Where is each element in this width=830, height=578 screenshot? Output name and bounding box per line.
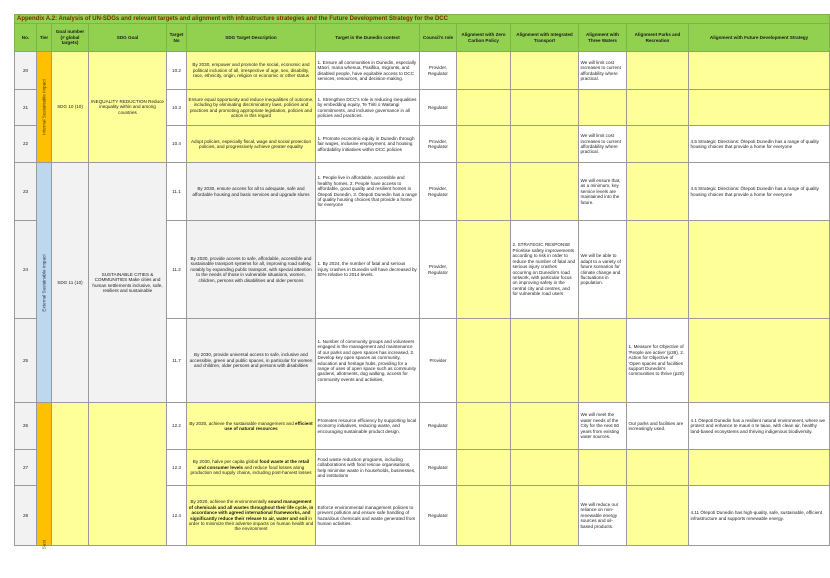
zero-carbon-cell: [457, 403, 511, 450]
header-no: No.: [15, 24, 37, 52]
three-waters-cell: We will limit cost increases to current affordability where practical.: [579, 52, 627, 90]
row-number: 26: [15, 403, 37, 450]
transport-cell: [511, 163, 579, 221]
header-future-development: Alignment with Future Development Strategy: [689, 24, 830, 52]
tier-internal: [37, 52, 52, 163]
dunedin-target: Enforce environmental management policies to prevent pollution and ensure safe handling of hazardous chemicals and waste generated from human activities.: [316, 486, 420, 546]
zero-carbon-cell: [457, 163, 511, 221]
parks-cell: Our parks and facilities are increasingly used.: [627, 403, 689, 450]
three-waters-cell: [579, 90, 627, 126]
header-integrated-transport: Alignment with Integrated Transport: [511, 24, 579, 52]
table-title: Appendix A.2: Analysis of UN-SDGs and relevant targets and alignment with infrastructure strategies and the Future Development Strategy for the DCC: [15, 15, 830, 24]
dunedin-target: 1. Promote economic equity in Dunedin through fair wages, inclusive employment, and housing affordability initiatives within DCC policies: [316, 126, 420, 163]
transport-cell: [511, 90, 579, 126]
fds-cell: 4.11 Ōtepoti Dunedin has high-quality, safe, sustainable, efficient infrastructure and supports renewable energy.: [689, 486, 830, 546]
parks-cell: [627, 52, 689, 90]
target-no: 10.3: [167, 90, 187, 126]
dunedin-target: 1. People live in affordable, accessible and healthy homes, 2. People have access to affordable, good quality and resilient homes in Ōtepoti Dunedin, 3. Ōtepoti Dunedin has a range of quality housing choices that provide a home for everyone: [316, 163, 420, 221]
goal-number-sdg11: SDG 11 (10): [52, 163, 89, 403]
zero-carbon-cell: [457, 126, 511, 163]
sdg-analysis-table: [14, 14, 830, 549]
goal-number-sdg10: SDG 10 (10): [52, 52, 89, 163]
three-waters-cell: We will limit cost increases to current affordability where practical.: [579, 126, 627, 163]
sdg-goal-10: INEQUALITY REDUCTION Reduce inequality within and among countries: [89, 52, 167, 163]
target-no: 10.2: [167, 52, 187, 90]
dunedin-target: 1. Strengthen DCC's role in reducing inequalities by embedding equity, Te Tiriti o Waitangi commitments, and inclusive governance in all policies and practices.: [316, 90, 420, 126]
target-description-text: By 2030, achieve the sustainable management and: [189, 420, 294, 426]
three-waters-cell: We will ensure that, as a minimum, key service levels are maintained into the future.: [579, 163, 627, 221]
fds-cell: [689, 90, 830, 126]
target-description: [187, 486, 316, 546]
row-number: 22: [15, 126, 37, 163]
goal-number-blank: [52, 403, 89, 546]
fds-cell: 4.1 Ōtepoti Dunedin has a resilient natural environment, where we protect and enhance te mauri o te taiao, with clean air, healthy land-based ecosystems and thriving indigenous biodiversity.: [689, 403, 830, 450]
zero-carbon-cell: [457, 52, 511, 90]
fds-cell: 4.5 Strategic Directions: Ōtepoti Dunedin has a range of quality housing choices that provide a home for everyone: [689, 126, 830, 163]
header-sdg-goal: SDG Goal: [89, 24, 167, 52]
zero-carbon-cell: [457, 90, 511, 126]
transport-cell: [511, 52, 579, 90]
target-no: 10.4: [167, 126, 187, 163]
dunedin-target: 1. Ensure all communities in Dunedin, especially Māori, mana whenua, Pasifika, migrants, and disabled people, have equitable access to DCC services, resources, and decision-making.: [316, 52, 420, 90]
parks-cell: [627, 221, 689, 319]
zero-carbon-cell: [457, 221, 511, 319]
target-description-bold: efficient use of natural resources: [224, 420, 313, 431]
header-council-role: Council's role: [420, 24, 457, 52]
row-number: 28: [15, 486, 37, 546]
fds-cell: [689, 319, 830, 403]
header-dunedin-target: Target in the Dunedin context: [316, 24, 420, 52]
transport-cell: [511, 486, 579, 546]
transport-cell: [511, 319, 579, 403]
council-role: Provider: [420, 319, 457, 403]
dunedin-target: 1. Number of community groups and volunteers engaged in the management and maintenance of our parks and open spaces has increased, 2. Develop key open spaces as community, education and heritage hubs, providing for a range of uses of open space such as community gardens, allotments, dog walking, access for community events and activities,: [316, 319, 420, 403]
fds-cell: 4.5 Strategic Directions: Ōtepoti Dunedin has a range of quality housing choices that provide a home for everyone: [689, 163, 830, 221]
row-number: 27: [15, 450, 37, 486]
header-parks-recreation: Alignment Parks and Recreation: [627, 24, 689, 52]
target-description-pre: By 2020, achieve the environmentally: [190, 499, 267, 505]
dunedin-target: 1. By 2024, the number of fatal and serious injury crashes in Dunedin will have decreased by 50% relative to 2014 levels.: [316, 221, 420, 319]
transport-cell: [511, 126, 579, 163]
council-role: Provider, Regulator: [420, 163, 457, 221]
target-no: 12.4: [167, 486, 187, 546]
parks-cell: [627, 90, 689, 126]
council-role: Provider, Regulator: [420, 52, 457, 90]
header-tier: Tier: [37, 24, 52, 52]
target-description-bold: food waste at the retail and consumer levels: [197, 459, 310, 470]
target-description: By 2030, empower and promote the social, economic and political inclusion of all, irrespective of age, sex, disability, race, ethnicity, origin, religion or economic or other status: [187, 52, 316, 90]
spreadsheet: [14, 14, 826, 565]
council-role: Regulator: [420, 403, 457, 450]
target-description: By 2030, provide universal access to safe, inclusive and accessible, green and public spaces, in particular for women and children, older persons and persons with disabilities: [187, 319, 316, 403]
zero-carbon-cell: [457, 486, 511, 546]
row-number: 23: [15, 163, 37, 221]
target-description-pre: By 2030, halve per capita global: [192, 459, 259, 465]
three-waters-cell: We will reduce our reliance on non-renewable energy sources and oil-based products.: [579, 486, 627, 546]
target-no: 11.2: [167, 221, 187, 319]
target-description: By 2030, provide access to safe, affordable, accessible and sustainable transport systems for all, improving road safety, notably by expanding public transport, with special attention to the needs of those in vulnerable situations, women, children, persons with disabilities and older persons: [187, 221, 316, 319]
council-role: Regulator: [420, 486, 457, 546]
council-role: Regulator: [420, 90, 457, 126]
row-number: 25: [15, 319, 37, 403]
three-waters-cell: [579, 450, 627, 486]
tier-external-label: External Sustainable Impact: [41, 253, 47, 312]
parks-cell: [627, 486, 689, 546]
council-role: Provider, Regulator: [420, 126, 457, 163]
header-target-description: SDG Target Description: [187, 24, 316, 52]
target-description: Adopt policies, especially fiscal, wage and social protection policies, and progressively achieve greater equality: [187, 126, 316, 163]
target-description: Ensure equal opportunity and reduce inequalities of outcome, including by eliminating discriminatory laws, policies and practices and promoting appropriate legislation, policies and action in this regard: [187, 90, 316, 126]
three-waters-cell: We will be able to adapt to a variety of future scenarios for climate change and fluctuations in population.: [579, 221, 627, 319]
table-row: [15, 403, 830, 450]
target-description: [187, 450, 316, 486]
transport-cell: 2. STRATEGIC RESPONSE Prioritise safety improvements according to risk in order to reduce the number of fatal and serious injury crashes occurring on Dunedin's road network, with particular focus on improving safety in the central city and centres, and for vulnerable road users: [511, 221, 579, 319]
target-no: 11.7: [167, 319, 187, 403]
header-zero-carbon: Alignment with Zero Carbon Policy: [457, 24, 511, 52]
target-no: 11.1: [167, 163, 187, 221]
parks-cell: 1. Measure for Objective of 'People are active' (p38), 2. Action for Objective of 'Open spaces and facilities support Dunedin's communities to thrive (p20): [627, 319, 689, 403]
fds-cell: [689, 450, 830, 486]
dunedin-target: Food waste reduction programs, including collaborations with food rescue organisations, help minimise waste in households, businesses, and institutions: [316, 450, 420, 486]
target-no: 12.2: [167, 403, 187, 450]
table-row: [15, 52, 830, 90]
three-waters-cell: [579, 319, 627, 403]
dunedin-target: Promotes resource efficiency by supporting local economy initiatives, reducing waste, and encouraging sustainable product design.: [316, 403, 420, 450]
row-number: 21: [15, 90, 37, 126]
tier-bottom: [37, 403, 52, 549]
fds-cell: [689, 52, 830, 90]
parks-cell: [627, 163, 689, 221]
council-role: Regulator: [420, 450, 457, 486]
council-role: Provider, Regulator: [420, 221, 457, 319]
header-target-no: Target No: [167, 24, 187, 52]
target-description: [187, 403, 316, 450]
row-number: 20: [15, 52, 37, 90]
row-number: 24: [15, 221, 37, 319]
three-waters-cell: We will meet the water needs of the City for the next 50 years from existing water sources.: [579, 403, 627, 450]
table-row: [15, 163, 830, 221]
target-no: 12.3: [167, 450, 187, 486]
target-description-bold: sound management of chemicals and all wastes throughout their life cycle, in accordance with agreed international frameworks, and significantly reduce their release to air, water and soil: [188, 499, 314, 521]
tier-internal-label: Internal Sustainable Impact: [41, 79, 47, 135]
target-description-post: and reduce food losses along production and supply chains, including post-harvest losses: [190, 464, 312, 476]
header-goal-number: Goal number (# global targets): [52, 24, 89, 52]
parks-cell: [627, 450, 689, 486]
target-description: By 2030, ensure access for all to adequate, safe and affordable housing and basic services and upgrade slums: [187, 163, 316, 221]
sdg-goal-11: SUSTAINABLE CITIES & COMMUNITIES Make cities and human settlements inclusive, safe, resilient and sustainable: [89, 163, 167, 403]
transport-cell: [511, 403, 579, 450]
zero-carbon-cell: [457, 450, 511, 486]
parks-cell: [627, 126, 689, 163]
tier-bottom-label: Sust: [41, 539, 47, 549]
sdg-goal-blank: [89, 403, 167, 546]
header-three-waters: Alignment with Three Waters: [579, 24, 627, 52]
transport-cell: [511, 450, 579, 486]
tier-external: [37, 163, 52, 403]
target-description-post: in order to minimize their adverse impacts on human health and the environment: [188, 515, 314, 532]
fds-cell: [689, 221, 830, 319]
zero-carbon-cell: [457, 319, 511, 403]
